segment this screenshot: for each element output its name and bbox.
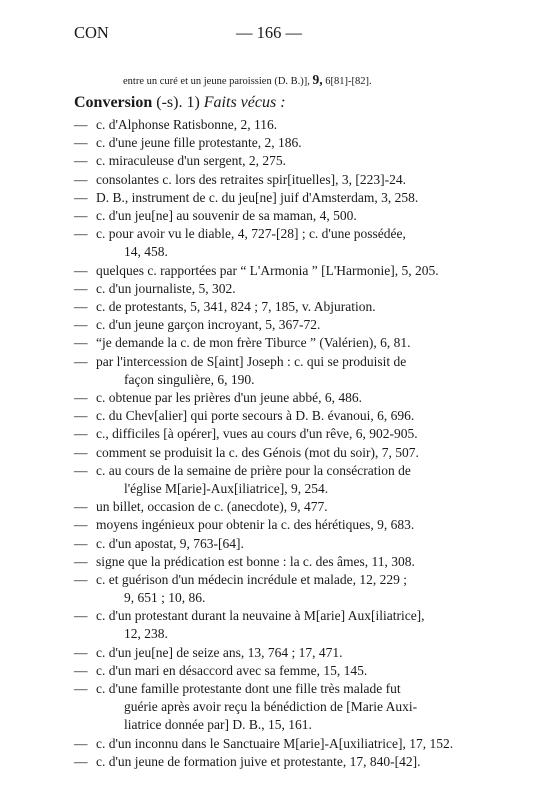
index-entry [74, 134, 474, 152]
entry-text: c. d'un mari en désaccord avec sa femme, 15, 145. [96, 663, 368, 678]
entry-text: c. miraculeuse d'un sergent, 2, 275. [96, 153, 287, 169]
entry-text: consolantes c. lors des retraites spir[ituelles], 3, [223]-24. [96, 171, 407, 187]
index-entry [74, 280, 474, 298]
entry-dash: — [74, 444, 88, 460]
entry-text: c. obtenue par les prières d'un jeune abbé, 6, 486. [96, 390, 362, 405]
continued-entry [123, 72, 372, 88]
running-head: CON [74, 23, 109, 42]
index-entry [74, 735, 474, 753]
entry-text: c. de protestants, 5, 341, 824 ; 7, 185, v. Abjuration. [96, 299, 376, 314]
entry-text: moyens ingénieux pour obtenir la c. des hérétiques, 9, 683. [96, 517, 415, 533]
entry-dash: — [74, 189, 88, 205]
entry-dash: — [74, 262, 88, 278]
entry-text: c. d'un jeune garçon incroyant, 5, 367-72. [96, 317, 321, 333]
entry-dash: — [74, 754, 88, 769]
entry-heading [74, 94, 286, 112]
entry-dash: — [74, 226, 88, 242]
index-entry [74, 753, 474, 771]
entry-dash: — [74, 499, 88, 515]
entry-dash: — [74, 681, 88, 697]
index-entry [74, 389, 474, 407]
index-entry [74, 662, 474, 680]
entry-continuation: 12, 238. [124, 626, 168, 642]
index-entry [74, 316, 474, 334]
entry-dash: — [74, 208, 88, 223]
entry-text: c. d'une jeune fille protestante, 2, 186. [96, 135, 302, 151]
index-entry [74, 498, 474, 516]
index-entry [74, 535, 474, 553]
index-entry [74, 262, 474, 280]
entry-text: c. d'un apostat, 9, 763-[64]. [96, 535, 244, 551]
entry-text: quelques c. rapportées par “ L'Armonia ” [L'Harmonie], 5, 205. [96, 262, 439, 278]
entry-text: c. et guérison d'un médecin incrédule et malade, 12, 229 ; [96, 572, 407, 587]
index-entry [74, 680, 474, 734]
entry-dash: — [74, 353, 88, 369]
entry-text: c. d'un jeune de formation juive et protestante, 17, 840-[42]. [96, 754, 421, 769]
entry-text: c. d'Alphonse Ratisbonne, 2, 116. [96, 117, 278, 132]
headword: Conversion [74, 94, 153, 111]
entry-text: c. pour avoir vu le diable, 4, 727-[28] ; c. d'une possédée, [96, 226, 406, 242]
entry-dash: — [74, 553, 88, 569]
entry-text: c. d'un jeu[ne] de seize ans, 13, 764 ; 17, 471. [96, 644, 343, 660]
entry-dash: — [74, 153, 88, 169]
subheading-label: Faits vécus : [203, 94, 286, 111]
entry-dash: — [74, 117, 88, 132]
entry-continuation: façon singulière, 6, 190. [124, 371, 255, 387]
entry-continuation: 9, 651 ; 10, 86. [124, 590, 206, 605]
entry-text: comment se produisit la c. des Génois (mot du soir), 7, 507. [96, 444, 419, 460]
index-entry [74, 207, 474, 225]
entry-dash: — [74, 608, 88, 624]
index-entry [74, 444, 474, 462]
entry-text: c. d'un jeu[ne] au souvenir de sa maman, 4, 500. [96, 208, 357, 223]
entry-continuation: l'église M[arie]-Aux[iliatrice], 9, 254. [124, 480, 329, 496]
entry-text: c. du Chev[alier] qui porte secours à D. B. évanoui, 6, 696. [96, 408, 415, 424]
index-entry [74, 189, 474, 207]
entry-dash: — [74, 426, 88, 442]
index-entry [74, 571, 474, 607]
continued-entry-pages: 6[81]-[82]. [325, 76, 372, 87]
entry-dash: — [74, 644, 88, 660]
index-entry [74, 171, 474, 189]
page-number: — 166 — [236, 23, 302, 42]
entry-dash: — [74, 390, 88, 405]
entry-text: c. au cours de la semaine de prière pour la consécration de [96, 462, 411, 478]
entry-continuation: 14, 458. [124, 244, 168, 260]
entry-dash: — [74, 280, 88, 296]
index-entry [74, 116, 474, 134]
entry-text: “je demande la c. de mon frère Tiburce ” (Valérien), 6, 81. [96, 335, 411, 351]
entry-dash: — [74, 299, 88, 314]
entry-dash: — [74, 408, 88, 424]
index-entry [74, 353, 474, 389]
entry-dash: — [74, 572, 88, 587]
index-entry [74, 225, 474, 261]
entry-dash: — [74, 462, 88, 478]
index-entry [74, 462, 474, 498]
entry-text: c. d'un protestant durant la neuvaine à M[arie] Aux[iliatrice], [96, 608, 425, 624]
entry-dash: — [74, 135, 88, 151]
entry-text: c., difficiles [à opérer], vues au cours d'un rêve, 6, 902-905. [96, 426, 418, 442]
entry-dash: — [74, 335, 88, 351]
continued-entry-volume: 9, [312, 72, 323, 87]
entry-text: par l'intercession de S[aint] Joseph : c. qui se produisit de [96, 353, 407, 369]
index-entry [74, 334, 474, 352]
entry-text: c. d'un inconnu dans le Sanctuaire M[arie]-A[uxiliatrice], 17, 152. [96, 735, 454, 751]
index-entry [74, 644, 474, 662]
entry-dash: — [74, 735, 88, 751]
index-entry [74, 607, 474, 643]
entry-continuation: guérie après avoir reçu la bénédiction de [Marie Auxi- [124, 699, 418, 715]
index-entry [74, 407, 474, 425]
entry-text: un billet, occasion de c. (anecdote), 9, 477. [96, 499, 328, 515]
entry-dash: — [74, 663, 88, 678]
subheading-number: 1) [186, 94, 200, 111]
entry-text: signe que la prédication est bonne : la c. des âmes, 11, 308. [96, 553, 415, 569]
headword-suffix: (-s). [152, 94, 183, 111]
entry-text: D. B., instrument de c. du jeu[ne] juif d'Amsterdam, 3, 258. [96, 189, 419, 205]
index-entry [74, 553, 474, 571]
entry-text: c. d'un journaliste, 5, 302. [96, 280, 236, 296]
entry-dash: — [74, 317, 88, 333]
index-entry [74, 298, 474, 316]
entry-dash: — [74, 171, 88, 187]
continued-entry-text: entre un curé et un jeune paroissien (D. B.)], [123, 76, 310, 87]
entry-dash: — [74, 517, 88, 533]
entry-text: c. d'une famille protestante dont une fille très malade fut [96, 681, 401, 697]
entry-dash: — [74, 535, 88, 551]
entry-continuation: liatrice donnée par] D. B., 15, 161. [124, 717, 312, 733]
index-entry [74, 425, 474, 443]
index-entry [74, 152, 474, 170]
index-entry [74, 516, 474, 534]
